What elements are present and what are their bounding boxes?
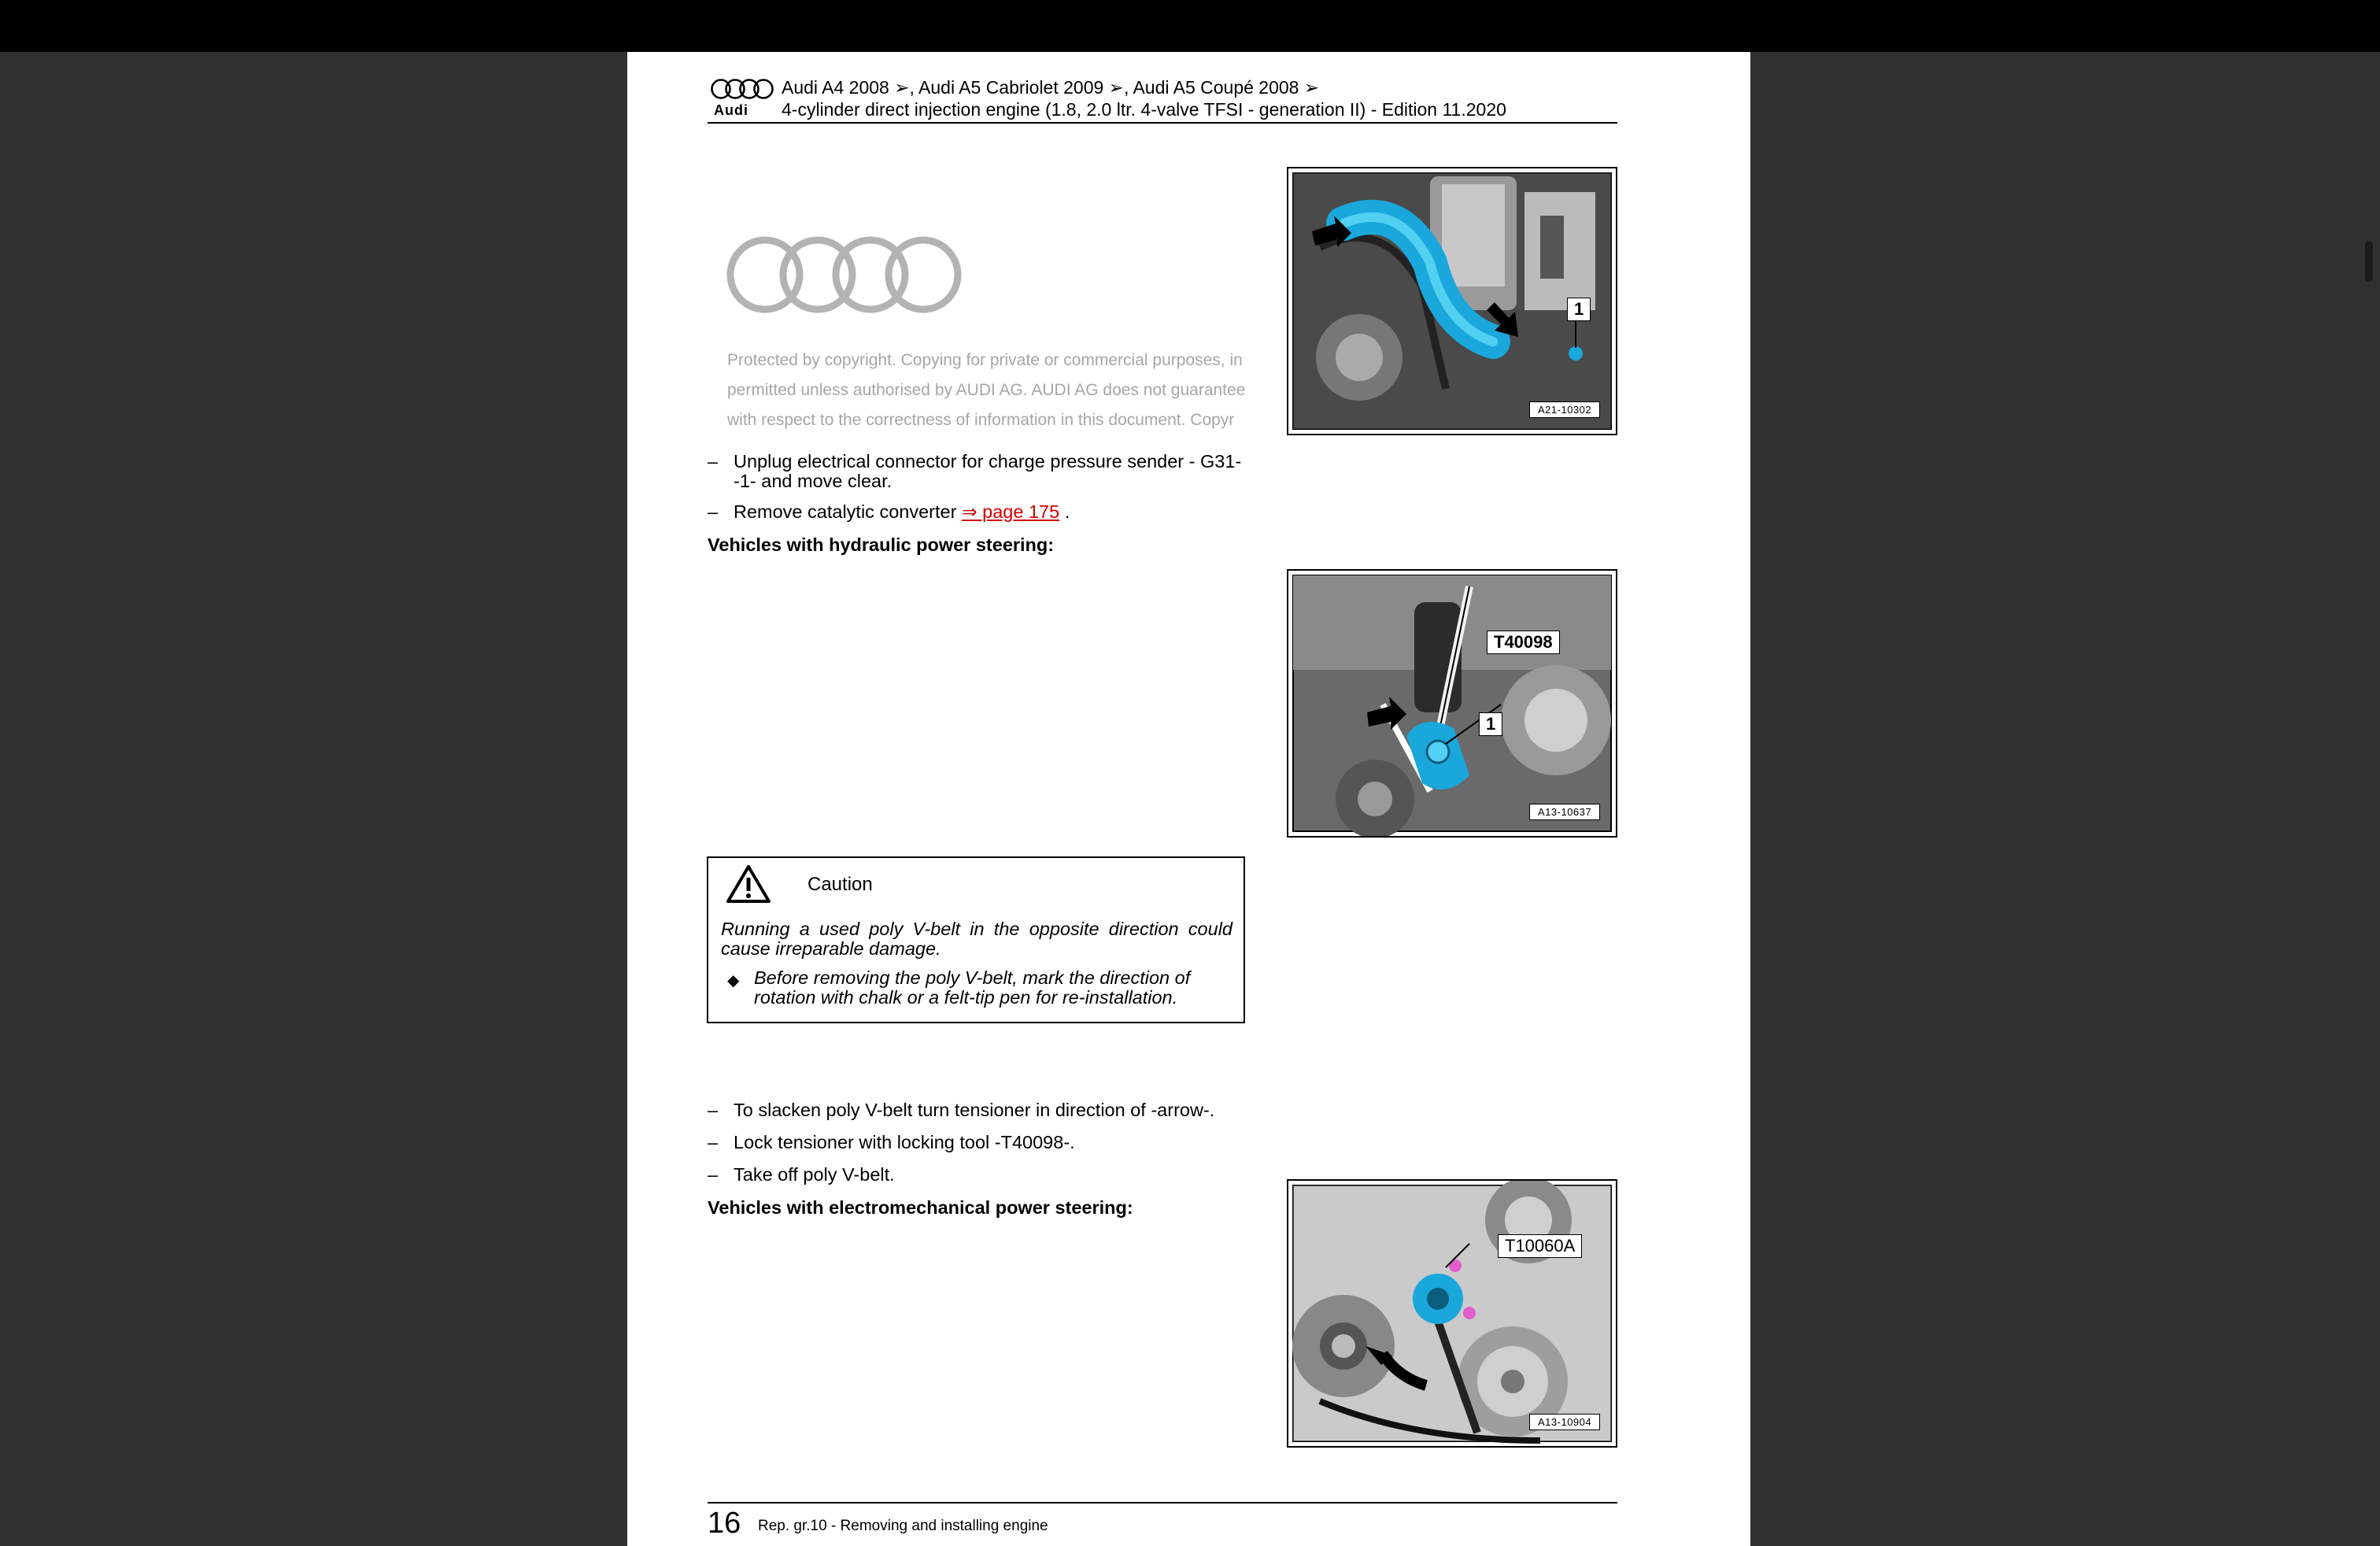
- caution-title: Caution: [808, 874, 873, 895]
- engine-illustration-image: [1288, 571, 1616, 836]
- caution-bullet-text: Before removing the poly V-belt, mark the direction of rotation with chalk or a felt-tip pen for re-installation.: [754, 967, 1191, 1008]
- step-dash: –: [708, 451, 719, 472]
- viewer-top-bar: [0, 0, 2380, 52]
- figure-code: A13-10637: [1529, 804, 1600, 820]
- header-divider: [708, 122, 1617, 124]
- caution-box: [707, 856, 1245, 1023]
- step-dash: –: [708, 1164, 719, 1185]
- step-slacken-belt: [708, 1100, 1274, 1120]
- document-page: [627, 52, 1750, 1546]
- header-engine-title: 4-cylinder direct injection engine (1.8, 2.0 ltr. 4-valve TFSI - generation II) - Edition 11.2020: [782, 99, 1506, 120]
- diamond-bullet-icon: ◆: [727, 972, 740, 989]
- step-text: Remove catalytic converter: [734, 501, 962, 522]
- figure-callout-tool: T10060A: [1498, 1234, 1582, 1258]
- step-text-tail: .: [1059, 501, 1070, 522]
- step-text: Unplug electrical connector for charge pressure sender - G31- -1- and move clear.: [734, 451, 1242, 491]
- step-lock-tensioner: [708, 1133, 1274, 1152]
- watermark-text-line: Protected by copyright. Copying for private or commercial purposes, in: [727, 351, 1243, 369]
- scrollbar-thumb[interactable]: [2365, 241, 2373, 282]
- step-dash: –: [708, 501, 719, 522]
- step-text: Lock tensioner with locking tool -T40098-.: [734, 1132, 1075, 1152]
- warning-triangle-icon: [726, 864, 771, 904]
- step-take-off-belt: [708, 1165, 1274, 1185]
- engine-illustration-image: [1288, 1181, 1616, 1446]
- step-dash: –: [708, 1132, 719, 1152]
- watermark-rings-logo-icon: [726, 231, 962, 318]
- header-models: Audi A4 2008 ➢, Audi A5 Cabriolet 2009 ➢, Audi A5 Coupé 2008 ➢: [782, 77, 1320, 98]
- figure-belt-tensioner-hydraulic: [1287, 569, 1617, 838]
- figure-callout-1: 1: [1479, 712, 1502, 736]
- figure-charge-air-hose: [1287, 167, 1617, 435]
- subhead-hydraulic: Vehicles with hydraulic power steering:: [708, 534, 1055, 555]
- step-dash: –: [708, 1100, 719, 1120]
- step-remove-converter: [708, 502, 1258, 522]
- figure-code: A13-10904: [1529, 1414, 1600, 1430]
- watermark-text-line: permitted unless authorised by AUDI AG. AUDI AG does not guarantee: [727, 381, 1246, 399]
- audi-wordmark: Audi: [714, 102, 748, 118]
- subhead-electromechanical: Vehicles with electromechanical power steering:: [708, 1197, 1133, 1218]
- figure-callout-tool: T40098: [1487, 631, 1560, 654]
- figure-code: A21-10302: [1529, 401, 1600, 418]
- page-number: 16: [708, 1507, 741, 1540]
- footer-chapter: Rep. gr.10 - Removing and installing engine: [758, 1518, 1048, 1534]
- audi-rings-logo-icon: [710, 77, 776, 101]
- step-unplug-connector: [708, 452, 1251, 491]
- step-text: To slacken poly V-belt turn tensioner in direction of -arrow-.: [734, 1100, 1215, 1120]
- watermark-text-line: with respect to the correctness of information in this document. Copyr: [727, 411, 1235, 429]
- page-175-link[interactable]: ⇒ page 175: [961, 501, 1060, 522]
- figure-callout-1: 1: [1567, 298, 1591, 321]
- footer-divider: [708, 1502, 1617, 1503]
- caution-text: Running a used poly V-belt in the opposite direction could cause irreparable damage.: [721, 919, 1232, 959]
- step-text: Take off poly V-belt.: [734, 1164, 895, 1185]
- figure-belt-tensioner-electromechanical: [1287, 1179, 1617, 1448]
